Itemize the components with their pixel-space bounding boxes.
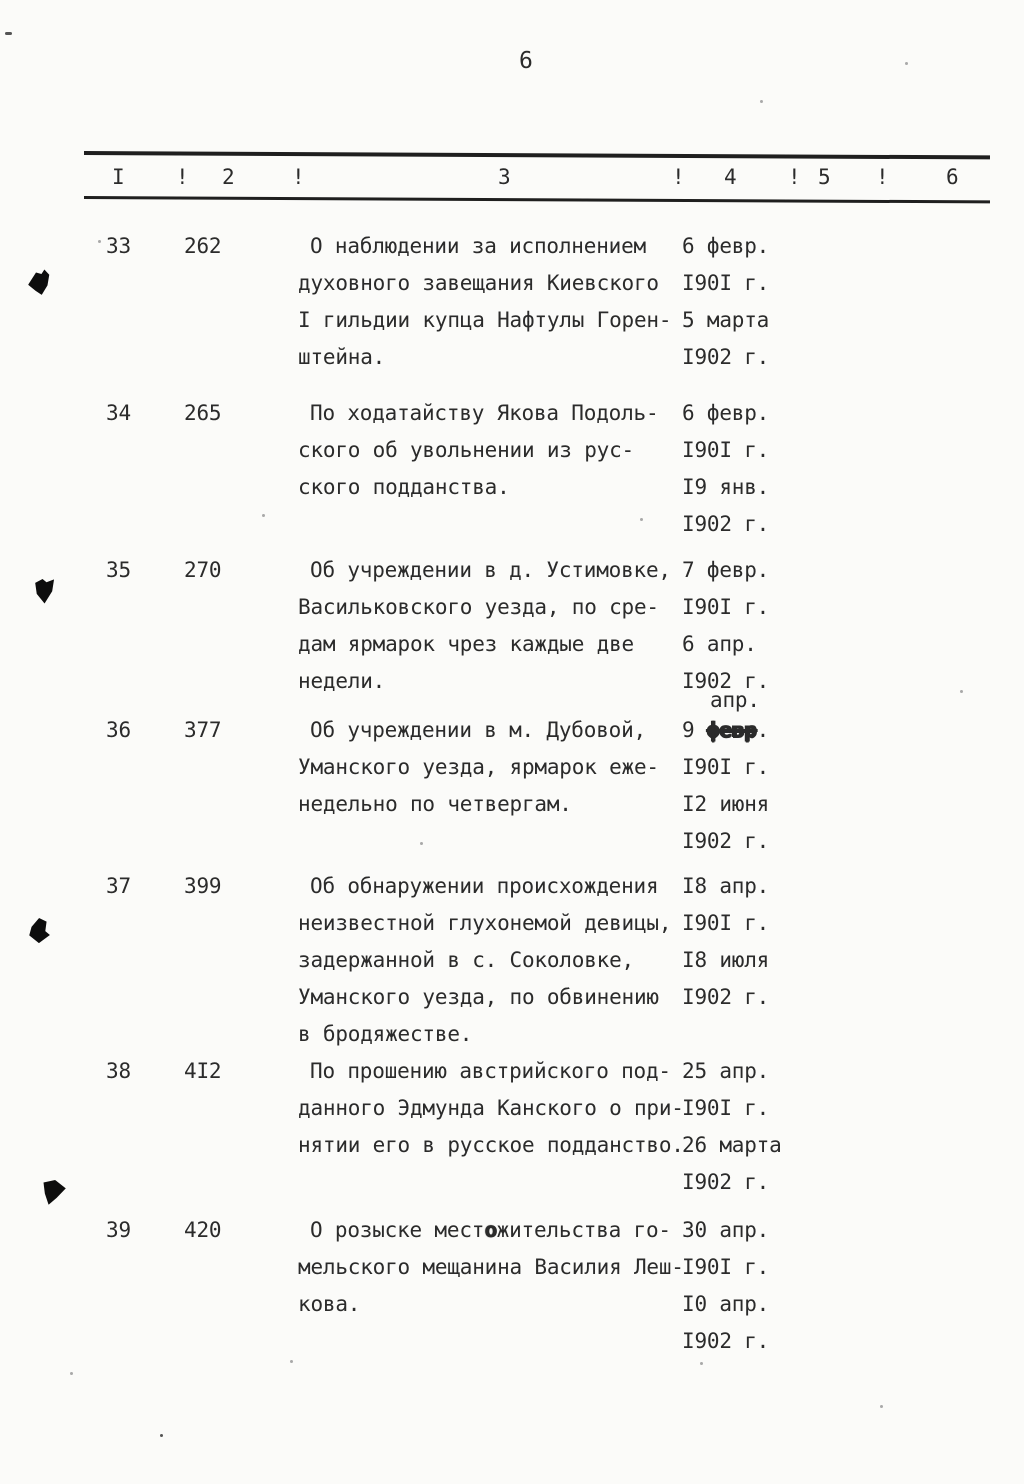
case-dates [682, 395, 852, 543]
date-line: 7 февр. [682, 558, 770, 582]
date-line: 25 апр. [682, 1059, 770, 1083]
date-line: 30 апр. [682, 1218, 770, 1242]
title-line: Об учреждении в м. Дубовой, [310, 718, 646, 742]
scan-speck [700, 1362, 703, 1365]
scan-speck [420, 842, 423, 845]
title-line: в бродяжестве. [298, 1022, 473, 1046]
title-line: ского подданства. [298, 475, 510, 499]
title-line: ского об увольнении из рус- [298, 438, 634, 462]
text-segment: жительства го- [496, 1218, 671, 1242]
entry-number: 35 [106, 558, 131, 582]
text-segment: О розыске мест [310, 1218, 485, 1242]
title-line: Об учреждении в д. Устимовке, [310, 558, 671, 582]
date-line: I902 г. [682, 829, 770, 853]
case-number: 377 [184, 718, 222, 742]
title-line: Васильковского уезда, по сре- [298, 595, 659, 619]
table-header-rule [84, 196, 990, 203]
date-line: I2 июня [682, 792, 770, 816]
scan-speck [905, 62, 908, 65]
column-header-6: 6 [946, 165, 959, 189]
case-number: 270 [184, 558, 222, 582]
struck-word: февр [706, 718, 757, 742]
title-line: недельно по четвергам. [298, 792, 572, 816]
column-header-4: 4 [724, 165, 737, 189]
case-title [298, 228, 688, 376]
title-line: кова. [298, 1292, 361, 1316]
date-line: I90I г. [682, 595, 770, 619]
date-line: I90I г. [682, 1096, 770, 1120]
date-line: 6 апр. [682, 632, 757, 656]
entry-number: 33 [106, 234, 131, 258]
title-line: I гильдии купца Нафтулы Горен- [298, 308, 672, 332]
date-line: I902 г. [682, 669, 770, 693]
column-separator: ! [788, 165, 801, 189]
ink-mark [27, 269, 54, 297]
title-line: недели. [298, 669, 386, 693]
date-line: I902 г. [682, 512, 770, 536]
date-line: 26 марта [682, 1133, 782, 1157]
case-title [298, 868, 688, 1053]
text-segment: . [756, 718, 770, 742]
case-dates [682, 552, 852, 700]
title-line: дам ярмарок чрез каждые две [298, 632, 634, 656]
date-line: I0 апр. [682, 1292, 770, 1316]
scan-speck [5, 32, 12, 35]
date-line: I902 г. [682, 1329, 770, 1353]
title-line: О наблюдении за исполнением [310, 234, 646, 258]
scan-speck [760, 100, 763, 103]
column-header-3: 3 [498, 165, 511, 189]
scan-speck [262, 514, 265, 517]
title-line: Об обнаружении происхождения [310, 874, 659, 898]
scan-speck [880, 1405, 883, 1408]
date-correction-note: апр. [710, 688, 760, 712]
date-line: I9 янв. [682, 475, 770, 499]
column-separator: ! [292, 165, 305, 189]
entry-number: 39 [106, 1218, 131, 1242]
column-header-2: 2 [222, 165, 235, 189]
title-line: данного Эдмунда Канского о при- [298, 1096, 684, 1120]
title-line: штейна. [298, 345, 386, 369]
date-line [682, 712, 852, 749]
overtyped-letter: о [484, 1218, 497, 1242]
title-line: По ходатайству Якова Подоль- [310, 401, 659, 425]
case-title [298, 552, 688, 700]
column-separator: ! [876, 165, 889, 189]
title-line: неизвестной глухонемой девицы, [298, 911, 672, 935]
title-line: мельского мещанина Василия Леш- [298, 1255, 684, 1279]
case-title [298, 1053, 688, 1164]
column-separator: ! [672, 165, 685, 189]
date-line: I8 апр. [682, 874, 770, 898]
column-header-5: 5 [818, 165, 831, 189]
date-line: I902 г. [682, 1170, 770, 1194]
date-line: I90I г. [682, 438, 770, 462]
ink-mark [27, 917, 53, 945]
date-line: I90I г. [682, 911, 770, 935]
date-line: I90I г. [682, 755, 770, 779]
title-line: Уманского уезда, по обвинению [298, 985, 659, 1009]
case-number: 420 [184, 1218, 222, 1242]
case-dates [682, 1212, 852, 1360]
date-line: I8 июля [682, 948, 770, 972]
scan-speck [290, 1360, 293, 1363]
column-separator: ! [176, 165, 189, 189]
title-line: нятии его в русское подданство. [298, 1133, 684, 1157]
case-dates [682, 868, 852, 1016]
title-line [298, 1212, 688, 1249]
title-line: Уманского уезда, ярмарок еже- [298, 755, 659, 779]
scan-speck [70, 1372, 73, 1375]
date-line: I902 г. [682, 985, 770, 1009]
case-dates [682, 228, 852, 376]
case-number: 399 [184, 874, 222, 898]
case-title [298, 712, 688, 823]
date-line: 6 февр. [682, 401, 770, 425]
page-number: 6 [519, 48, 533, 74]
title-line: духовного завещания Киевского [298, 271, 659, 295]
case-dates [682, 688, 852, 860]
case-number: 4I2 [184, 1059, 222, 1083]
ink-mark [41, 1179, 66, 1206]
ink-mark [33, 578, 58, 605]
column-header-1: I [112, 165, 125, 189]
case-number: 265 [184, 401, 222, 425]
date-line: 6 февр. [682, 234, 770, 258]
entry-number: 34 [106, 401, 131, 425]
entry-number: 38 [106, 1059, 131, 1083]
scan-speck [160, 1434, 163, 1437]
text-segment: 9 [682, 718, 707, 742]
date-line: 5 марта [682, 308, 770, 332]
scan-speck [98, 240, 101, 243]
entry-number: 37 [106, 874, 131, 898]
entry-number: 36 [106, 718, 131, 742]
date-line: I90I г. [682, 1255, 770, 1279]
scan-speck [640, 518, 643, 521]
scan-speck [960, 690, 963, 693]
case-title [298, 1212, 688, 1323]
case-title [298, 395, 688, 506]
date-line: I902 г. [682, 345, 770, 369]
case-number: 262 [184, 234, 222, 258]
table-top-rule [84, 151, 990, 159]
title-line: задержанной в с. Соколовке, [298, 948, 634, 972]
date-line: I90I г. [682, 271, 770, 295]
case-dates [682, 1053, 852, 1201]
title-line: По прошению австрийского под- [310, 1059, 671, 1083]
